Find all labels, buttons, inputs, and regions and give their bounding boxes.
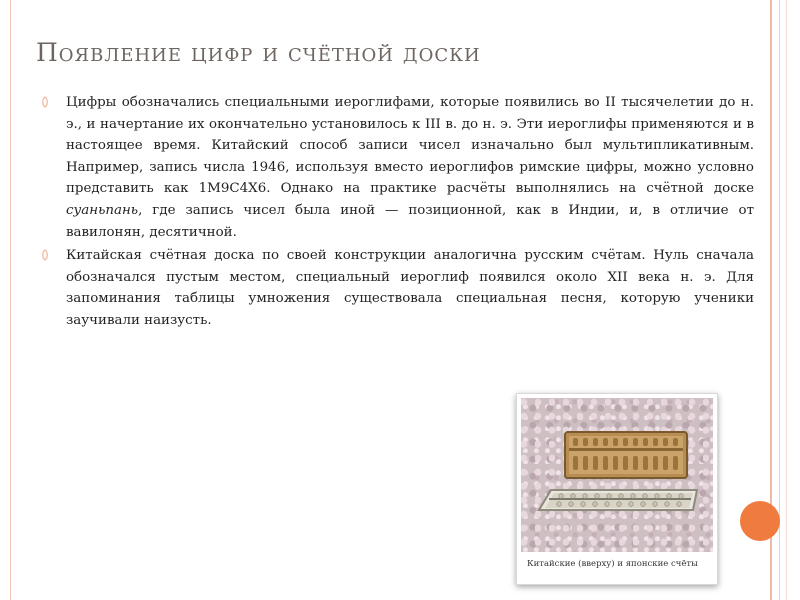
abacus-illustration xyxy=(521,398,713,552)
japanese-abacus xyxy=(539,490,697,510)
bullet-icon xyxy=(40,96,50,108)
right-border-line xyxy=(779,0,780,600)
bullet-text-part: , где запись чисел была иной — позиционной, как в Индии, и, в отличие от вавилонян, десятичной. xyxy=(66,202,754,240)
bullet-list xyxy=(38,92,754,334)
chinese-abacus xyxy=(565,432,687,478)
left-border-line xyxy=(10,0,11,600)
bullet-item xyxy=(38,92,754,243)
bullet-text-part: Китайская счётная доска по своей конструкции аналогична русским счётам. Нуль сначала обозначался пустым местом, специальный иероглиф появился около XII века н. э. Для запоминания таблицы умножения существовала специальная песня, которую ученики заучивали наизусть. xyxy=(66,248,754,328)
bullet-emphasis: суаньпань xyxy=(66,202,139,218)
bullet-item xyxy=(38,245,754,331)
slide-title: Появление цифр и счётной доски xyxy=(36,38,481,67)
bullet-text xyxy=(66,95,754,240)
bullet-text-part: Цифры обозначались специальными иероглифами, которые появились во II тысячелетии до н. э., и начертание их окончательно установилось к III в. до н. э. Эти иероглифы применяются и в настоящее время. Китайский способ записи чисел изначально был мультипликативным. Например, запись числа 1946, используя вместо иероглифов римские цифры, можно условно представить как 1M9C4X6. Однако на практике расчёты выполнялись на счётной доске xyxy=(66,95,754,197)
abacus-photo-frame xyxy=(516,393,718,585)
photo-caption: Китайские (вверху) и японские счёты xyxy=(527,559,698,569)
right-border-line xyxy=(786,0,787,600)
bullet-text xyxy=(66,248,754,328)
bullet-icon xyxy=(40,249,50,261)
abacus-photo xyxy=(521,398,713,552)
decorative-circle xyxy=(740,501,780,541)
